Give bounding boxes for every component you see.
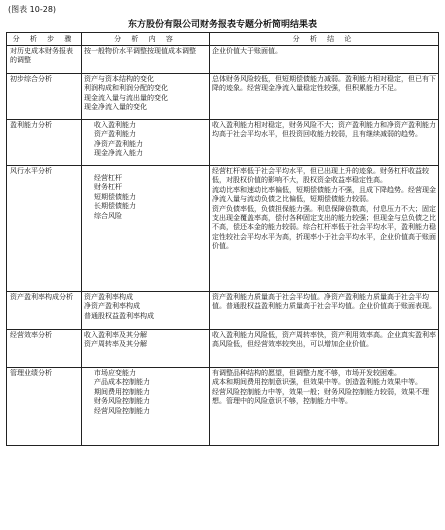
- row-step: 风行水平分析: [7, 166, 82, 292]
- content-item: 净资产盈利率构成: [84, 302, 140, 311]
- header-conclusion: 分 析 结 论: [210, 33, 439, 46]
- row-step: 资产盈利率构成分析: [7, 292, 82, 330]
- conclusion-paragraph: 流动比率和速动比率偏低，短期偿债能力不强，且成下降趋势。经营现金净流入量与流动负债之比偏低，短期偿债能力较弱。: [212, 185, 436, 204]
- row-conclusion: [210, 292, 439, 330]
- row-conclusion: [210, 166, 439, 292]
- conclusion-paragraph: 经营杠杆率低于社会平均水平，但已出现上升的迹象。财务杠杆收益较低，对股权价值的影响不大，股权资金收益率稳定性高。: [212, 167, 429, 185]
- content-item: 资产与资本结构的变化: [84, 75, 154, 83]
- content-item: 市场应变能力: [94, 369, 136, 377]
- content-item: 收入盈利率及其分解: [84, 331, 147, 339]
- content-item: 财务风险控制能力: [94, 397, 150, 406]
- content-item: 收入盈利能力: [94, 121, 136, 129]
- row-conclusion: [210, 120, 439, 166]
- content-item: 产品成本控制能力: [94, 378, 150, 387]
- content-item: 长期偿债能力: [94, 202, 136, 211]
- conclusion-paragraph: 收入盈利能力相对稳定，财务风险不大；资产盈利能力和净资产盈利能力均高于社会平均水平，但投资回收能力较弱，且有继续减弱的趋势。: [212, 121, 436, 139]
- row-step: 管理业绩分析: [7, 368, 82, 446]
- table-row: [7, 368, 439, 446]
- content-item: 现金流入量与流出量的变化: [84, 93, 168, 102]
- content-item: 资产盈利率构成: [84, 293, 133, 301]
- content-item: 按一般物价水平调整按现值成本调整: [84, 47, 196, 55]
- content-item: 资产周转率及其分解: [84, 340, 147, 349]
- row-step: 经营效率分析: [7, 330, 82, 368]
- row-conclusion: [210, 74, 439, 120]
- row-content: [82, 120, 210, 166]
- header-step: 分 析 步 骤: [7, 33, 82, 46]
- table-row: [7, 292, 439, 330]
- content-item: 期间费用控制能力: [94, 387, 150, 396]
- conclusion-paragraph: 经营风险控制能力中等，效果一般；财务风险控制能力较弱，效果不理想。管理中的风险意识不够，控制能力中等。: [212, 387, 429, 406]
- table-row: [7, 330, 439, 368]
- row-step: 盈利能力分析: [7, 120, 82, 166]
- content-item: 利润构成和利润分配的变化: [84, 84, 168, 93]
- content-item: 综合风险: [94, 211, 122, 220]
- header-content: 分 析 内 容: [82, 33, 210, 46]
- row-step: 对历史成本财务报表的调整: [7, 46, 82, 74]
- content-item: 财务杠杆: [94, 183, 122, 192]
- conclusion-paragraph: 收入盈利能力风险低，资产周转率快，资产利用效率高。企业真实盈利率高风险低，但经营效率较突出，可以增加企业价值。: [212, 331, 436, 349]
- row-content: [82, 166, 210, 292]
- content-item: 经营风险控制能力: [94, 406, 150, 415]
- conclusion-paragraph: 成本和期间费用控制意识强，但效果中等。创造盈利能力效果中等。: [212, 378, 422, 387]
- content-item: 资产盈利能力: [94, 130, 136, 139]
- conclusion-paragraph: 资产负债率低，负债担保能力强。利息保障倍数高，付息压力不大；固定支出现金覆盖率高，偿付各种固定支出的能力较强；但现金与总负债之比不高，偿还本金的能力较弱。综合杠杆率低于社会平均水平，盈利能力稳定性较社会平均水平为高，折现率小于社会平均水平，企业价值高于账面价值。: [212, 204, 436, 251]
- table-row: [7, 166, 439, 292]
- row-conclusion: [210, 46, 439, 74]
- content-item: 净资产盈利能力: [94, 139, 143, 148]
- table-row: [7, 120, 439, 166]
- analysis-results-table: [6, 32, 439, 446]
- content-item: 经营杠杆: [94, 174, 122, 182]
- content-item: 短期偿债能力: [94, 192, 136, 201]
- table-title: 东方股份有限公司财务报表专题分析简明结果表: [127, 20, 317, 30]
- table-row: [7, 46, 439, 74]
- row-step: 初步综合分析: [7, 74, 82, 120]
- content-item: 现金净流入能力: [94, 149, 143, 158]
- table-row: [7, 74, 439, 120]
- table-header-row: [7, 33, 439, 46]
- conclusion-paragraph: 企业价值大于账面值。: [212, 47, 282, 55]
- conclusion-paragraph: 总体财务风险较低，但短期偿债能力减弱。盈利能力相对稳定，但已有下降的迹象。经营现金净流入量稳定性较强，但积累能力不足。: [212, 75, 436, 93]
- row-conclusion: [210, 330, 439, 368]
- row-content: [82, 74, 210, 120]
- row-content: [82, 330, 210, 368]
- conclusion-paragraph: 资产盈利能力质量高于社会平均值。净资产盈利能力质量高于社会平均值。普通股权益盈利能力质量高于社会平均值。企业价值高于账面表现。: [212, 293, 436, 311]
- row-content: [82, 368, 210, 446]
- conclusion-paragraph: 有调整品种结构的愿望，但调整力度不够，市场开发较困难。: [212, 369, 401, 377]
- row-content: [82, 46, 210, 74]
- figure-label: (图表 10-28): [8, 5, 57, 14]
- row-conclusion: [210, 368, 439, 446]
- content-item: 普通股权益盈利率构成: [84, 311, 154, 320]
- content-item: 现金净流入量的变化: [84, 103, 147, 112]
- row-content: [82, 292, 210, 330]
